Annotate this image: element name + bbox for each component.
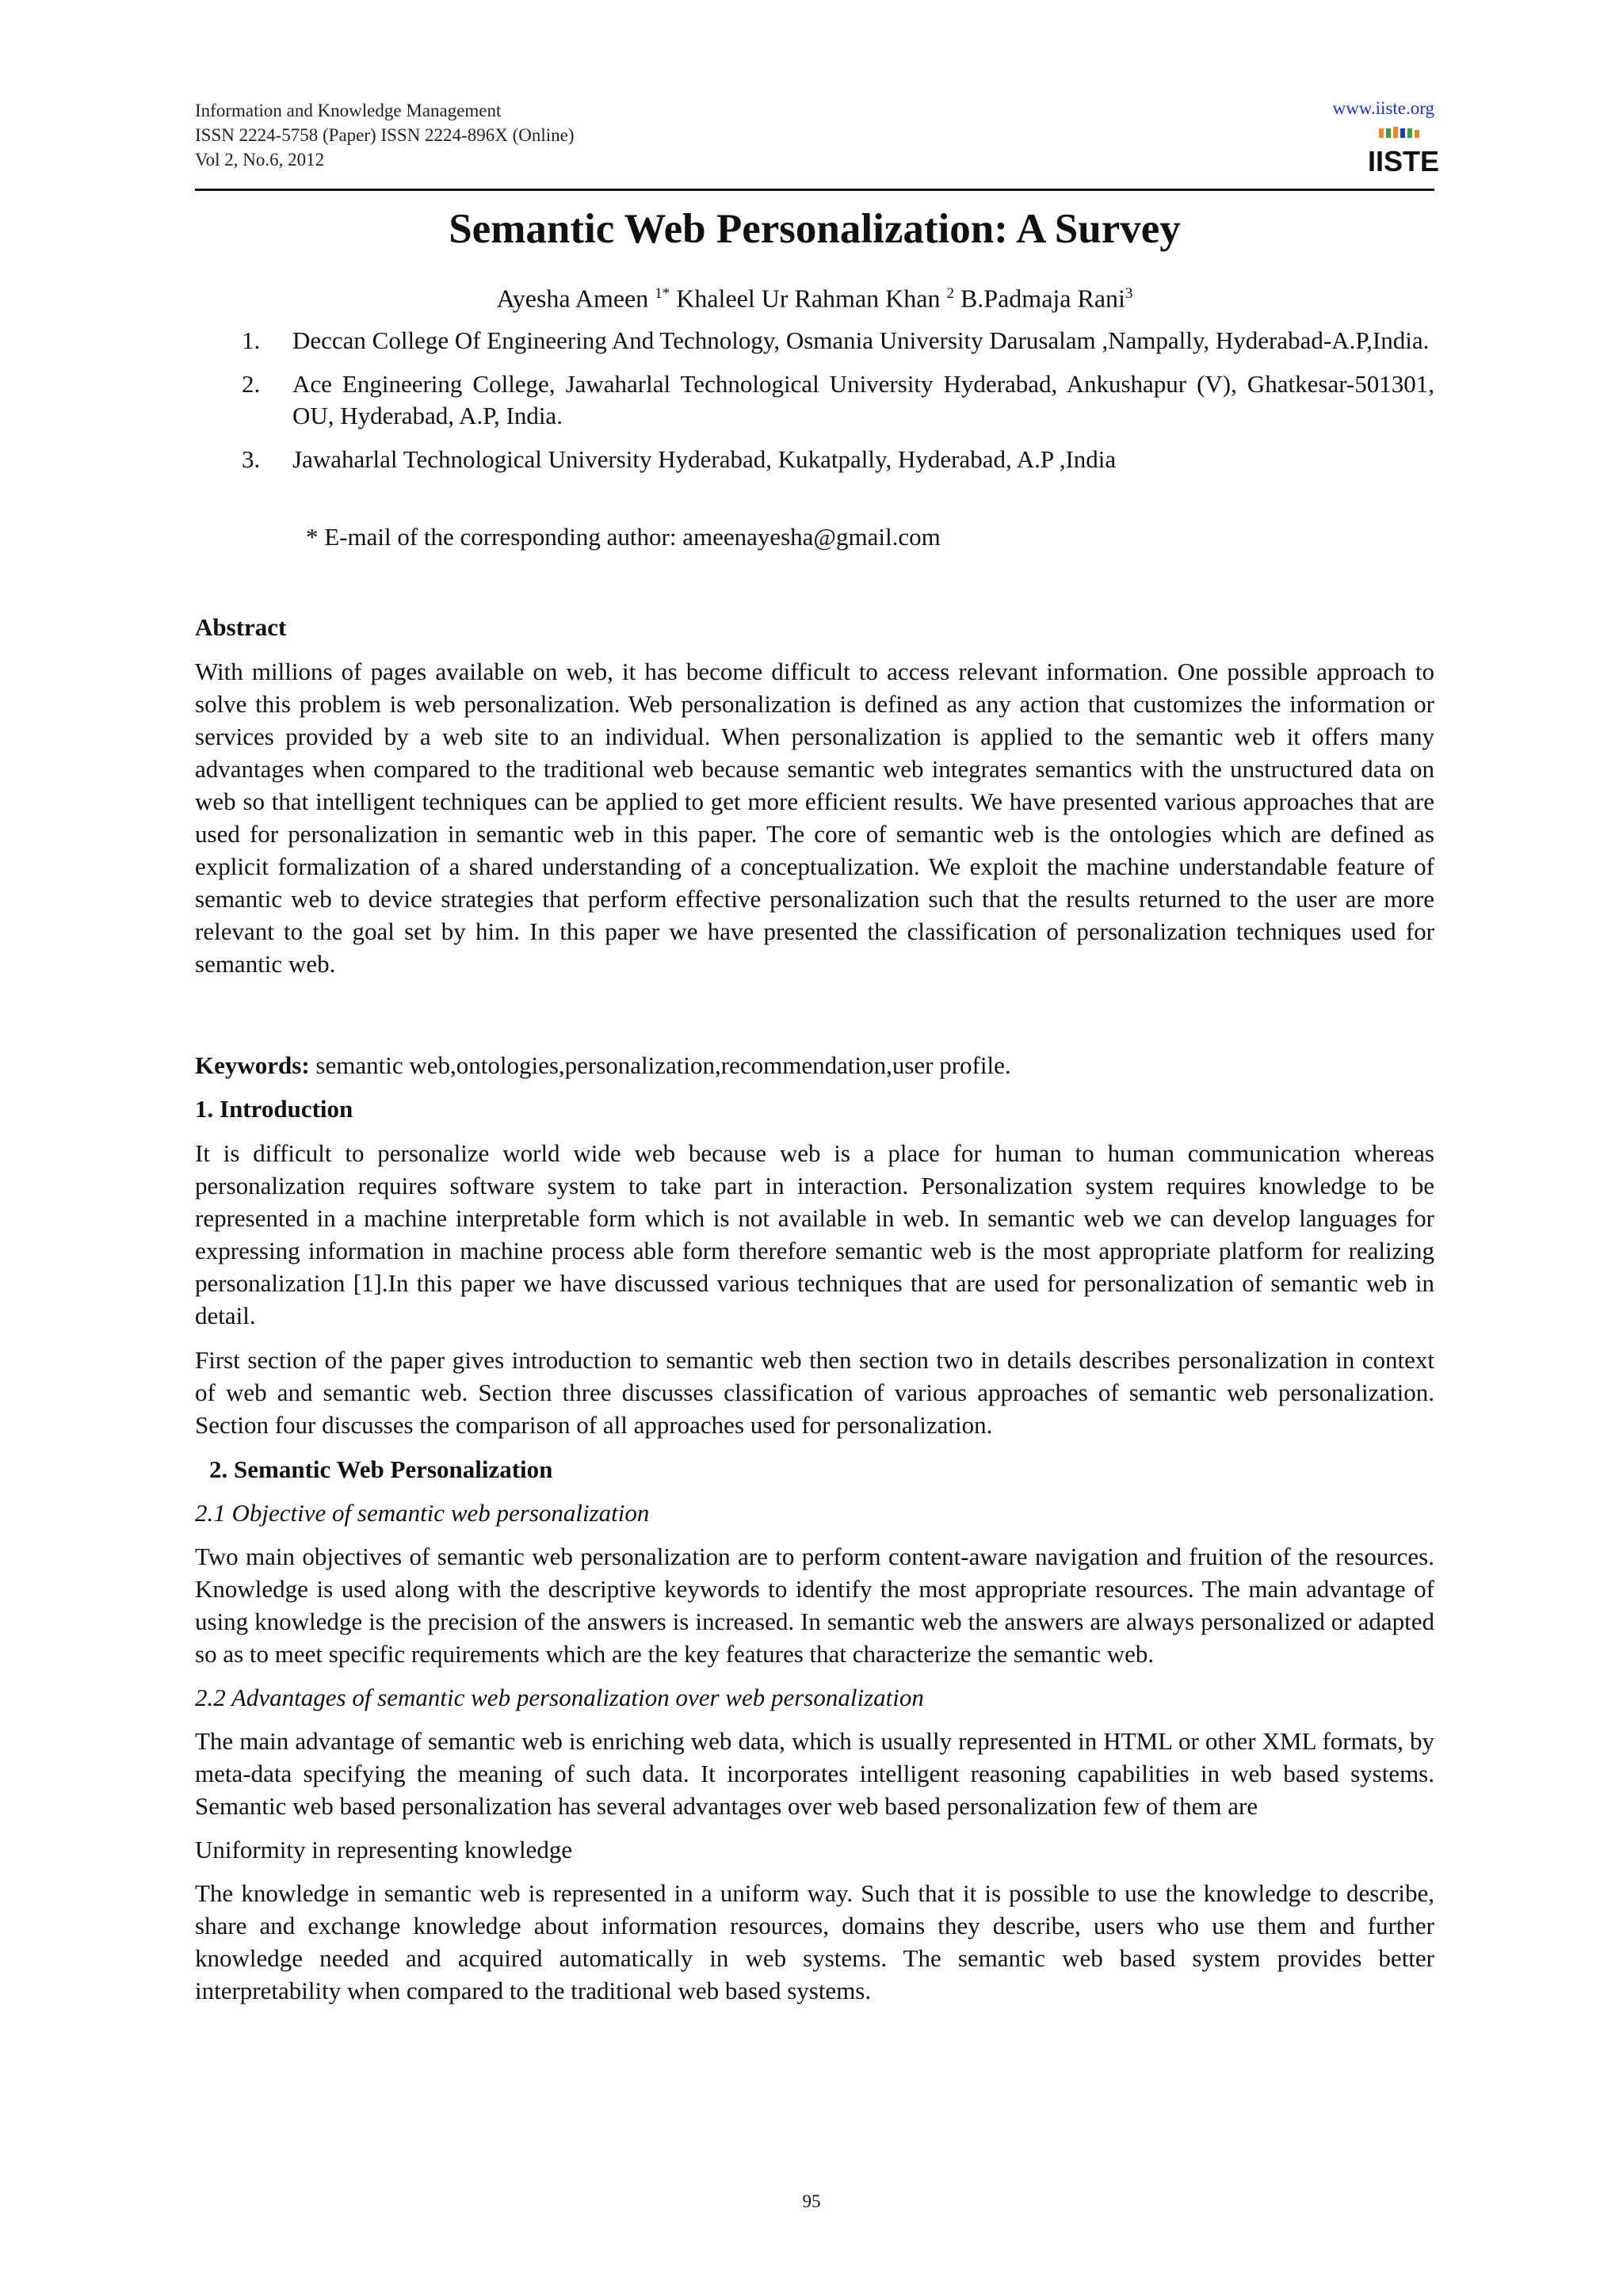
subsection-2-1-text: Two main objectives of semantic web personalization are to perform content-aware navigation and fruition of the resources. Knowledge is used along with the descriptive keywords to identify the most appropriate resources. The main advantage of using knowledge is the precision of the answers is increased. In semantic web the answers are always personalized or adapted so as to meet specific requirements which are the key features that characterize the semantic web. [195,1543,1434,1668]
affiliation-number: 1. [242,326,261,354]
affiliation-list [242,325,1434,487]
author-2: Khaleel Ur Rahman Khan [670,284,947,313]
author-1-affil: 1* [655,285,670,302]
intro-heading: 1. Introduction [195,1095,353,1123]
logo-lettering: IISTE [1367,145,1440,177]
section-2-heading: 2. Semantic Web Personalization [209,1455,553,1483]
uniformity-heading: Uniformity in representing knowledge [195,1836,573,1863]
issn-line: ISSN 2224-5758 (Paper) ISSN 2224-896X (Online) [195,125,575,145]
subsection-2-2-heading: 2.2 Advantages of semantic web personalization over web personalization [195,1684,924,1711]
author-3: B.Padmaja Rani [953,284,1125,313]
intro-paragraph-2: First section of the paper gives introduction to semantic web then section two in details describes personalization in context of web and semantic web. Section three discusses classification of various approaches of semantic web personalization. Section four discusses the comparison of all approaches used for personalization. [195,1346,1434,1439]
abstract-section [195,611,1434,980]
journal-website-link[interactable]: www.iiste.org [1332,98,1434,118]
iiste-logo [1367,127,1440,179]
keywords-label: Keywords: [195,1051,310,1079]
keywords-text: semantic web,ontologies,personalization,recommendation,user profile. [309,1051,1011,1079]
intro-paragraph-1: It is difficult to personalize world wide web because web is a place for human to human communication whereas personalization requires software system to take part in interaction. Personalization system requires knowledge to be represented in a machine interpretable form which is not available in web. In semantic web we can develop languages for expressing information in machine process able form therefore semantic web is the most appropriate platform for realizing personalization [1].In this paper we have discussed various techniques that are used for personalization of semantic web in detail. [195,1139,1434,1329]
affiliation-item [242,444,1434,475]
author-2-affil: 2 [946,285,954,302]
corresponding-email: * E-mail of the corresponding author: ameenayesha@gmail.com [306,523,941,551]
paper-title: Semantic Web Personalization: A Survey [449,206,1181,252]
affiliation-text: Jawaharlal Technological University Hyderabad, Kukatpally, Hyderabad, A.P ,India [292,445,1117,473]
affiliation-text: Ace Engineering College, Jawaharlal Technological University Hyderabad, Ankushapur (V), Ghatkesar-501301, OU, Hyderabad, A.P, India. [292,370,1434,429]
running-header [195,98,575,172]
header-divider [195,189,1434,191]
subsection-2-2-text: The main advantage of semantic web is enriching web data, which is usually represented in HTML or other XML formats, by meta-data specifying the meaning of such data. It incorporates intelligent reasoning capabilities in web based systems. Semantic web based personalization has several advantages over web based personalization few of them are [195,1727,1434,1820]
volume-line: Vol 2, No.6, 2012 [195,150,325,170]
abstract-heading: Abstract [195,613,287,641]
affiliation-item [242,325,1434,357]
journal-name: Information and Knowledge Management [195,101,502,120]
keywords [195,1049,1434,1081]
affiliation-item [242,368,1434,432]
introduction-section [195,1093,1434,1441]
uniformity-text: The knowledge in semantic web is represented in a uniform way. Such that it is possible to use the knowledge to describe, share and exchange knowledge about information resources, domains they describe, users who use them and further knowledge needed and acquired automatically in web systems. The semantic web based system provides better interpretability when compared to the traditional web based systems. [195,1879,1434,2004]
page-number: 95 [802,2191,821,2211]
abstract-text: With millions of pages available on web, it has become difficult to access relevant information. One possible approach to solve this problem is web personalization. Web personalization is defined as any action that customizes the information or services provided by a web site to an individual. When personalization is applied to the semantic web it offers many advantages when compared to the traditional web because semantic web integrates semantics with the unstructured data on web so that intelligent techniques can be applied to get more efficient results. We have presented various approaches that are used for personalization in semantic web in this paper. The core of semantic web is the ontologies which are defined as explicit formalization of a shared understanding of a conceptualization. We exploit the machine understandable feature of semantic web to device strategies that perform effective personalization such that the results returned to the user are more relevant to the goal set by him. In this paper we have presented the classification of personalization techniques used for semantic web. [195,658,1434,978]
affiliation-text: Deccan College Of Engineering And Technology, Osmania University Darusalam ,Nampally, Hyderabad-A.P,India. [292,326,1430,354]
author-line [195,277,1434,315]
affiliation-number: 3. [242,445,261,473]
author-1: Ayesha Ameen [496,284,655,313]
subsection-2-1-heading: 2.1 Objective of semantic web personalization [195,1499,650,1527]
affiliation-number: 2. [242,370,261,398]
section-2 [195,1453,1434,2007]
author-3-affil: 3 [1125,285,1133,302]
